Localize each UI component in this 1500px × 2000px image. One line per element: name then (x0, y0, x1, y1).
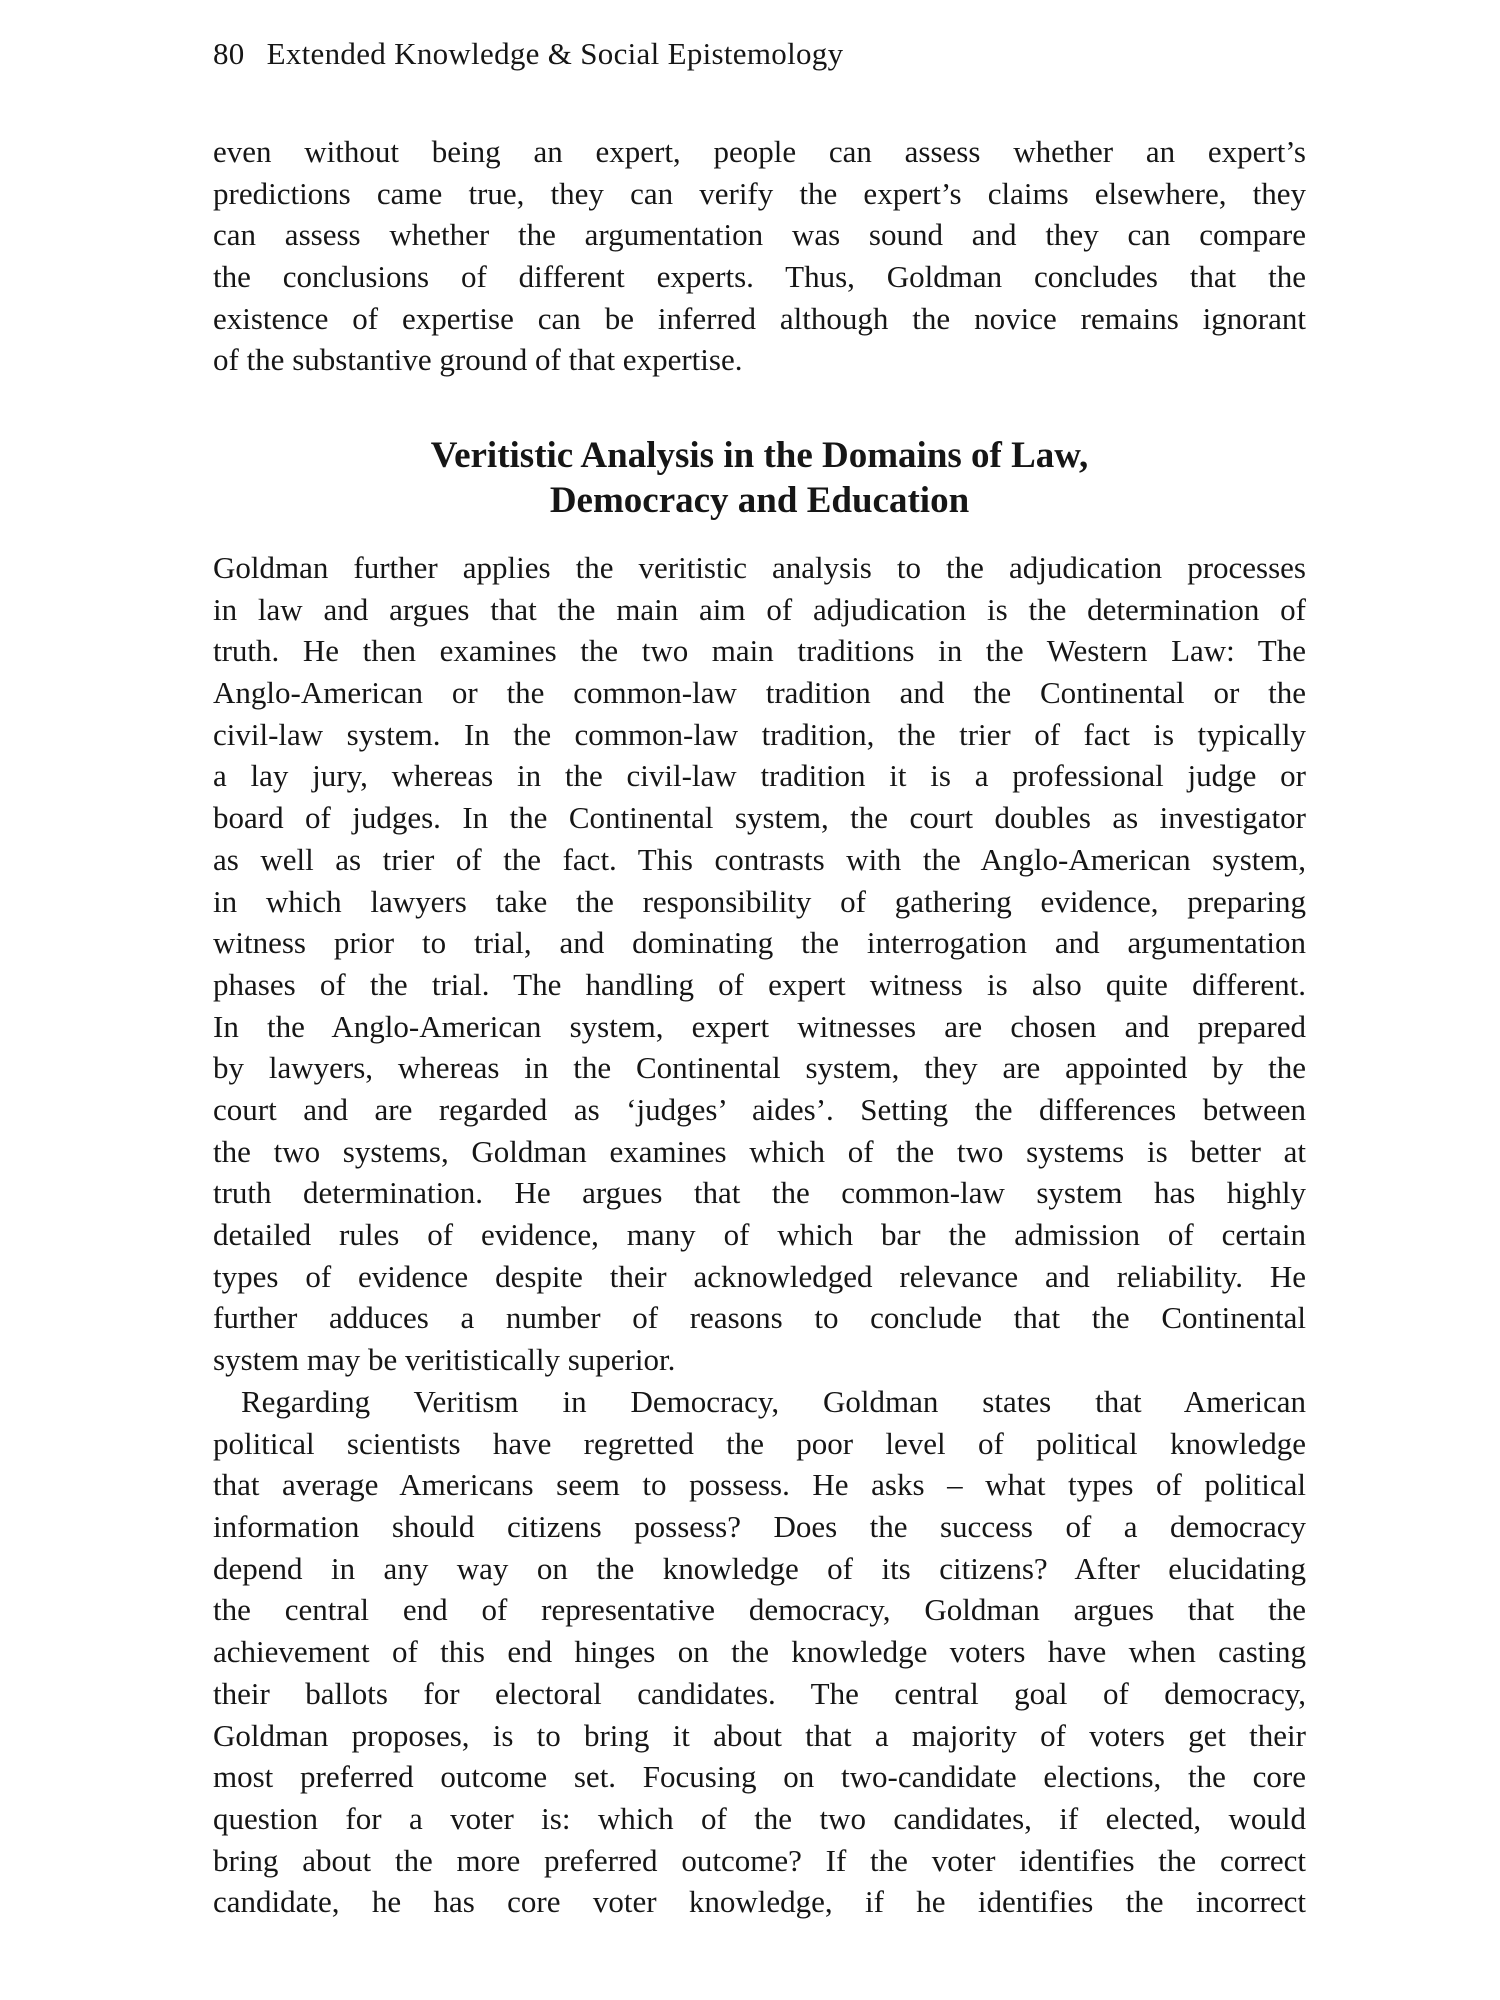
paragraph-2 (213, 547, 1306, 1381)
paragraph-3 (213, 1381, 1306, 1923)
text-line: most preferred outcome set. Focusing on two-candidate elections, the core (213, 1759, 1306, 1795)
paragraph-1 (213, 131, 1306, 381)
text-line: witness prior to trial, and dominating the interrogation and argumentation (213, 925, 1306, 961)
text-line: in law and argues that the main aim of adjudication is the determination of (213, 591, 1306, 627)
text-line: Regarding Veritism in Democracy, Goldman states that American (241, 1384, 1306, 1419)
text-line: In the Anglo-American system, expert witnesses are chosen and prepared (213, 1008, 1306, 1044)
text-line: predictions came true, they can verify the expert’s claims elsewhere, they (213, 175, 1306, 211)
text-line: further adduces a number of reasons to conclude that the Continental (213, 1300, 1306, 1336)
text-line: detailed rules of evidence, many of which bar the admission of certain (213, 1217, 1306, 1252)
text-line: phases of the trial. The handling of expert witness is also quite different. (213, 966, 1306, 1002)
text-line: truth determination. He argues that the common-law system has highly (213, 1175, 1306, 1211)
text-line: candidate, he has core voter knowledge, if he identifies the incorrect (213, 1884, 1306, 1920)
text-line: their ballots for electoral candidates. The central goal of democracy, (213, 1675, 1306, 1711)
text-line: Anglo-American or the common-law tradition and the Continental or the (213, 675, 1306, 711)
text-line: achievement of this end hinges on the knowledge voters have when casting (213, 1634, 1306, 1670)
text-line: information should citizens possess? Does the success of a democracy (213, 1509, 1306, 1545)
text-line: the two systems, Goldman examines which of the two systems is better at (213, 1133, 1306, 1169)
text-line: bring about the more preferred outcome? If the voter identifies the correct (213, 1842, 1306, 1878)
text-line: can assess whether the argumentation was sound and they can compare (213, 217, 1306, 253)
text-line: question for a voter is: which of the two candidates, if elected, would (213, 1800, 1306, 1836)
text-line: that average Americans seem to possess. He asks – what types of political (213, 1467, 1306, 1503)
section-heading-line-2: Democracy and Education (549, 480, 970, 521)
text-line: truth. He then examines the two main traditions in the Western Law: The (213, 633, 1306, 669)
text-line: board of judges. In the Continental system, the court doubles as investigator (213, 800, 1306, 836)
text-line: of the substantive ground of that expertise. (213, 342, 743, 378)
book-title: Extended Knowledge & Social Epistemology (266, 36, 844, 71)
text-line: even without being an expert, people can assess whether an expert’s (213, 134, 1306, 169)
text-line: by lawyers, whereas in the Continental system, they are appointed by the (213, 1050, 1306, 1086)
text-line: system may be veritistically superior. (213, 1342, 676, 1378)
text-line: political scientists have regretted the poor level of political knowledge (213, 1425, 1306, 1461)
text-line: depend in any way on the knowledge of its citizens? After elucidating (213, 1550, 1306, 1586)
text-line: existence of expertise can be inferred although the novice remains ignorant (213, 300, 1306, 336)
section-heading-line-1: Veritistic Analysis in the Domains of Law, (430, 435, 1089, 476)
text-line: court and are regarded as ‘judges’ aides’. Setting the differences between (213, 1091, 1306, 1127)
text-line: the central end of representative democracy, Goldman argues that the (213, 1592, 1306, 1628)
text-line: Goldman further applies the veritistic analysis to the adjudication processes (213, 550, 1306, 585)
text-line: as well as trier of the fact. This contrasts with the Anglo-American system, (213, 841, 1306, 877)
text-line: Goldman proposes, is to bring it about that a majority of voters get their (213, 1717, 1306, 1753)
text-line: types of evidence despite their acknowledged relevance and reliability. He (213, 1258, 1306, 1294)
text-line: a lay jury, whereas in the civil-law tradition it is a professional judge or (213, 758, 1306, 794)
text-line: in which lawyers take the responsibility of gathering evidence, preparing (213, 883, 1306, 919)
text-line: the conclusions of different experts. Thus, Goldman concludes that the (213, 259, 1306, 295)
section-heading (213, 433, 1306, 523)
text-line: civil-law system. In the common-law tradition, the trier of fact is typically (213, 716, 1306, 752)
page-number: 80 (213, 36, 245, 71)
running-head (213, 36, 843, 72)
